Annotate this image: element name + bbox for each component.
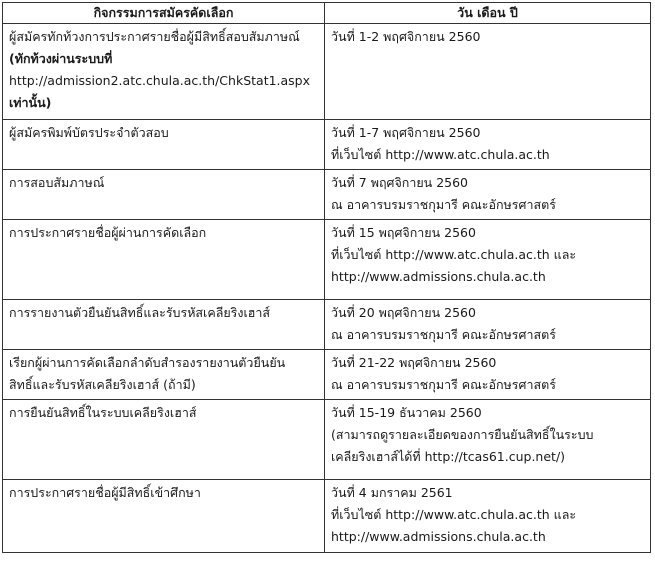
- location-text: เคลียริงเฮาส์ได้ที่ http://tcas61.cup.net/): [331, 449, 566, 464]
- schedule-table: [2, 2, 651, 553]
- location-text: (สามารถดูรายละเอียดของการยืนยันสิทธิ์ในระบบ: [331, 427, 594, 442]
- date-text: วันที่ 15 พฤศจิกายน 2560: [331, 225, 476, 240]
- activity-cell: [3, 220, 325, 300]
- location-text: ที่เว็บไซต์ http://www.atc.chula.ac.th และ: [331, 247, 577, 262]
- activity-cell: [3, 120, 325, 170]
- date-cell: [325, 480, 651, 553]
- date-column-header: วัน เดือน ปี: [325, 3, 651, 24]
- location-text: ณ อาคารบรมราชกุมารี คณะอักษรศาสตร์: [331, 327, 556, 342]
- location-text: ณ อาคารบรมราชกุมารี คณะอักษรศาสตร์: [331, 197, 556, 212]
- activity-text: การสอบสัมภาษณ์: [9, 175, 105, 190]
- location-text: ณ อาคารบรมราชกุมารี คณะอักษรศาสตร์: [331, 377, 556, 392]
- table-row: [3, 120, 651, 170]
- table-row: [3, 350, 651, 400]
- location-text: ที่เว็บไซต์ http://www.atc.chula.ac.th และ: [331, 507, 577, 522]
- date-text: วันที่ 1-2 พฤศจิกายน 2560: [331, 29, 481, 44]
- date-cell: [325, 400, 651, 480]
- activity-text: ผู้สมัครทักท้วงการประกาศรายชื่อผู้มีสิทธิ์สอบสัมภาษณ์: [9, 29, 300, 44]
- activity-cell: [3, 170, 325, 220]
- header-row: [3, 3, 651, 24]
- table-row: [3, 220, 651, 300]
- date-cell: [325, 350, 651, 400]
- date-cell: [325, 300, 651, 350]
- date-text: วันที่ 1-7 พฤศจิกายน 2560: [331, 125, 481, 140]
- activity-text: http://admission2.atc.chula.ac.th/ChkStat1.aspx: [9, 73, 311, 88]
- date-text: วันที่ 21-22 พฤศจิกายน 2560: [331, 355, 497, 370]
- table-row: [3, 170, 651, 220]
- activity-text: การรายงานตัวยืนยันสิทธิ์และรับรหัสเคลียริงเฮาส์: [9, 305, 271, 320]
- activity-text: การประกาศรายชื่อผู้ผ่านการคัดเลือก: [9, 225, 207, 240]
- activity-text: การประกาศรายชื่อผู้มีสิทธิ์เข้าศึกษา: [9, 485, 201, 500]
- activity-cell: [3, 24, 325, 120]
- activity-text: สิทธิ์และรับรหัสเคลียริงเฮาส์ (ถ้ามี): [9, 377, 196, 392]
- activity-text: ผู้สมัครพิมพ์บัตรประจำตัวสอบ: [9, 125, 169, 140]
- date-text: วันที่ 7 พฤศจิกายน 2560: [331, 175, 469, 190]
- date-text: วันที่ 4 มกราคม 2561: [331, 485, 453, 500]
- date-text: วันที่ 15-19 ธันวาคม 2560: [331, 405, 482, 420]
- activity-cell: [3, 350, 325, 400]
- activity-text: เท่านั้น): [9, 95, 52, 110]
- activity-column-header: กิจกรรมการสมัครคัดเลือก: [3, 3, 325, 24]
- table-row: [3, 300, 651, 350]
- table-row: [3, 24, 651, 120]
- activity-text: เรียกผู้ผ่านการคัดเลือกลำดับสำรองรายงานตัวยืนยัน: [9, 355, 286, 370]
- activity-cell: [3, 400, 325, 480]
- date-cell: [325, 220, 651, 300]
- activity-text: (ทักท้วงผ่านระบบที่: [9, 51, 113, 66]
- activity-cell: [3, 480, 325, 553]
- table-row: [3, 400, 651, 480]
- location-text: ที่เว็บไซต์ http://www.atc.chula.ac.th: [331, 147, 550, 162]
- date-cell: [325, 170, 651, 220]
- date-cell: [325, 24, 651, 120]
- table-row: [3, 480, 651, 553]
- activity-text: การยืนยันสิทธิ์ในระบบเคลียริงเฮาส์: [9, 405, 197, 420]
- schedule-body: [3, 24, 651, 553]
- location-text: http://www.admissions.chula.ac.th: [331, 269, 546, 284]
- location-text: http://www.admissions.chula.ac.th: [331, 529, 546, 544]
- date-text: วันที่ 20 พฤศจิกายน 2560: [331, 305, 476, 320]
- activity-cell: [3, 300, 325, 350]
- date-cell: [325, 120, 651, 170]
